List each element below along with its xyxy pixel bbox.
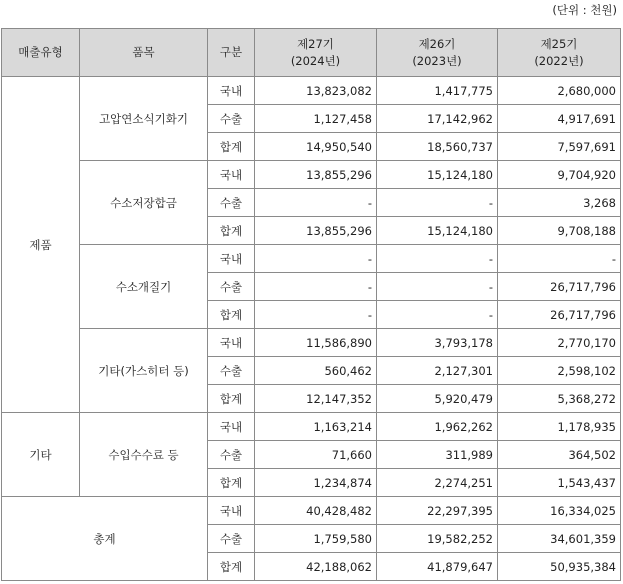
value-cell: 1,178,935: [498, 413, 621, 441]
value-cell: -: [255, 301, 377, 329]
division-total: 합계: [208, 553, 255, 581]
division-export: 수출: [208, 189, 255, 217]
value-cell: 13,823,082: [255, 77, 377, 105]
division-export: 수출: [208, 525, 255, 553]
value-cell: -: [255, 189, 377, 217]
value-cell: 2,680,000: [498, 77, 621, 105]
value-cell: 1,417,775: [377, 77, 498, 105]
value-cell: 26,717,796: [498, 301, 621, 329]
header-period-25-label: 제25기: [540, 36, 578, 51]
value-cell: 1,127,458: [255, 105, 377, 133]
value-cell: 3,793,178: [377, 329, 498, 357]
value-cell: 13,855,296: [255, 161, 377, 189]
header-item: 품목: [80, 29, 208, 77]
value-cell: -: [377, 245, 498, 273]
unit-label: (단위 : 천원): [552, 3, 617, 17]
item-name: 기타(가스히터 등): [80, 329, 208, 413]
value-cell: 5,368,272: [498, 385, 621, 413]
table-row: [2, 161, 621, 189]
value-cell: -: [377, 301, 498, 329]
division-domestic: 국내: [208, 161, 255, 189]
value-cell: -: [377, 189, 498, 217]
value-cell: 364,502: [498, 441, 621, 469]
value-cell: 18,560,737: [377, 133, 498, 161]
header-sales-type: 매출유형: [2, 29, 80, 77]
value-cell: 50,935,384: [498, 553, 621, 581]
value-cell: 13,855,296: [255, 217, 377, 245]
value-cell: -: [498, 245, 621, 273]
division-export: 수출: [208, 441, 255, 469]
value-cell: 42,188,062: [255, 553, 377, 581]
category-grand-total: 총계: [2, 497, 208, 581]
division-domestic: 국내: [208, 329, 255, 357]
header-division: 구분: [208, 29, 255, 77]
header-row: [2, 29, 621, 77]
division-total: 합계: [208, 469, 255, 497]
header-period-26: [377, 29, 498, 77]
header-period-27-year: (2024년): [290, 53, 341, 68]
value-cell: 11,586,890: [255, 329, 377, 357]
value-cell: 1,163,214: [255, 413, 377, 441]
division-domestic: 국내: [208, 413, 255, 441]
division-total: 합계: [208, 385, 255, 413]
table-row: [2, 77, 621, 105]
value-cell: 311,989: [377, 441, 498, 469]
value-cell: -: [377, 273, 498, 301]
table-row: [2, 329, 621, 357]
value-cell: 2,770,170: [498, 329, 621, 357]
value-cell: 17,142,962: [377, 105, 498, 133]
division-domestic: 국내: [208, 245, 255, 273]
table-row: [2, 245, 621, 273]
value-cell: 14,950,540: [255, 133, 377, 161]
item-name: 고압연소식기화기: [80, 77, 208, 161]
division-domestic: 국내: [208, 77, 255, 105]
value-cell: 22,297,395: [377, 497, 498, 525]
value-cell: 19,582,252: [377, 525, 498, 553]
value-cell: 40,428,482: [255, 497, 377, 525]
value-cell: 3,268: [498, 189, 621, 217]
item-name: 수소저장합금: [80, 161, 208, 245]
category-product: 제품: [2, 77, 80, 413]
value-cell: 2,127,301: [377, 357, 498, 385]
value-cell: 34,601,359: [498, 525, 621, 553]
header-period-26-label: 제26기: [418, 36, 456, 51]
value-cell: 9,708,188: [498, 217, 621, 245]
value-cell: 16,334,025: [498, 497, 621, 525]
value-cell: 12,147,352: [255, 385, 377, 413]
header-period-25-year: (2022년): [534, 53, 584, 68]
value-cell: 560,462: [255, 357, 377, 385]
value-cell: 4,917,691: [498, 105, 621, 133]
value-cell: 9,704,920: [498, 161, 621, 189]
value-cell: -: [255, 245, 377, 273]
table-row: [2, 497, 621, 525]
value-cell: 2,598,102: [498, 357, 621, 385]
value-cell: 15,124,180: [377, 217, 498, 245]
value-cell: -: [255, 273, 377, 301]
value-cell: 26,717,796: [498, 273, 621, 301]
header-period-27-label: 제27기: [297, 36, 334, 51]
value-cell: 1,759,580: [255, 525, 377, 553]
item-name: 수입수수료 등: [80, 413, 208, 497]
header-period-25: [498, 29, 621, 77]
division-total: 합계: [208, 217, 255, 245]
table-row: [2, 413, 621, 441]
header-period-27: [255, 29, 377, 77]
division-domestic: 국내: [208, 497, 255, 525]
value-cell: 1,962,262: [377, 413, 498, 441]
value-cell: 15,124,180: [377, 161, 498, 189]
sales-table: [1, 28, 621, 581]
division-total: 합계: [208, 301, 255, 329]
division-export: 수출: [208, 105, 255, 133]
value-cell: 5,920,479: [377, 385, 498, 413]
division-export: 수출: [208, 357, 255, 385]
value-cell: 71,660: [255, 441, 377, 469]
item-name: 수소개질기: [80, 245, 208, 329]
division-total: 합계: [208, 133, 255, 161]
value-cell: 1,234,874: [255, 469, 377, 497]
value-cell: 2,274,251: [377, 469, 498, 497]
value-cell: 1,543,437: [498, 469, 621, 497]
division-export: 수출: [208, 273, 255, 301]
header-period-26-year: (2023년): [412, 53, 462, 68]
value-cell: 7,597,691: [498, 133, 621, 161]
value-cell: 41,879,647: [377, 553, 498, 581]
category-other: 기타: [2, 413, 80, 497]
